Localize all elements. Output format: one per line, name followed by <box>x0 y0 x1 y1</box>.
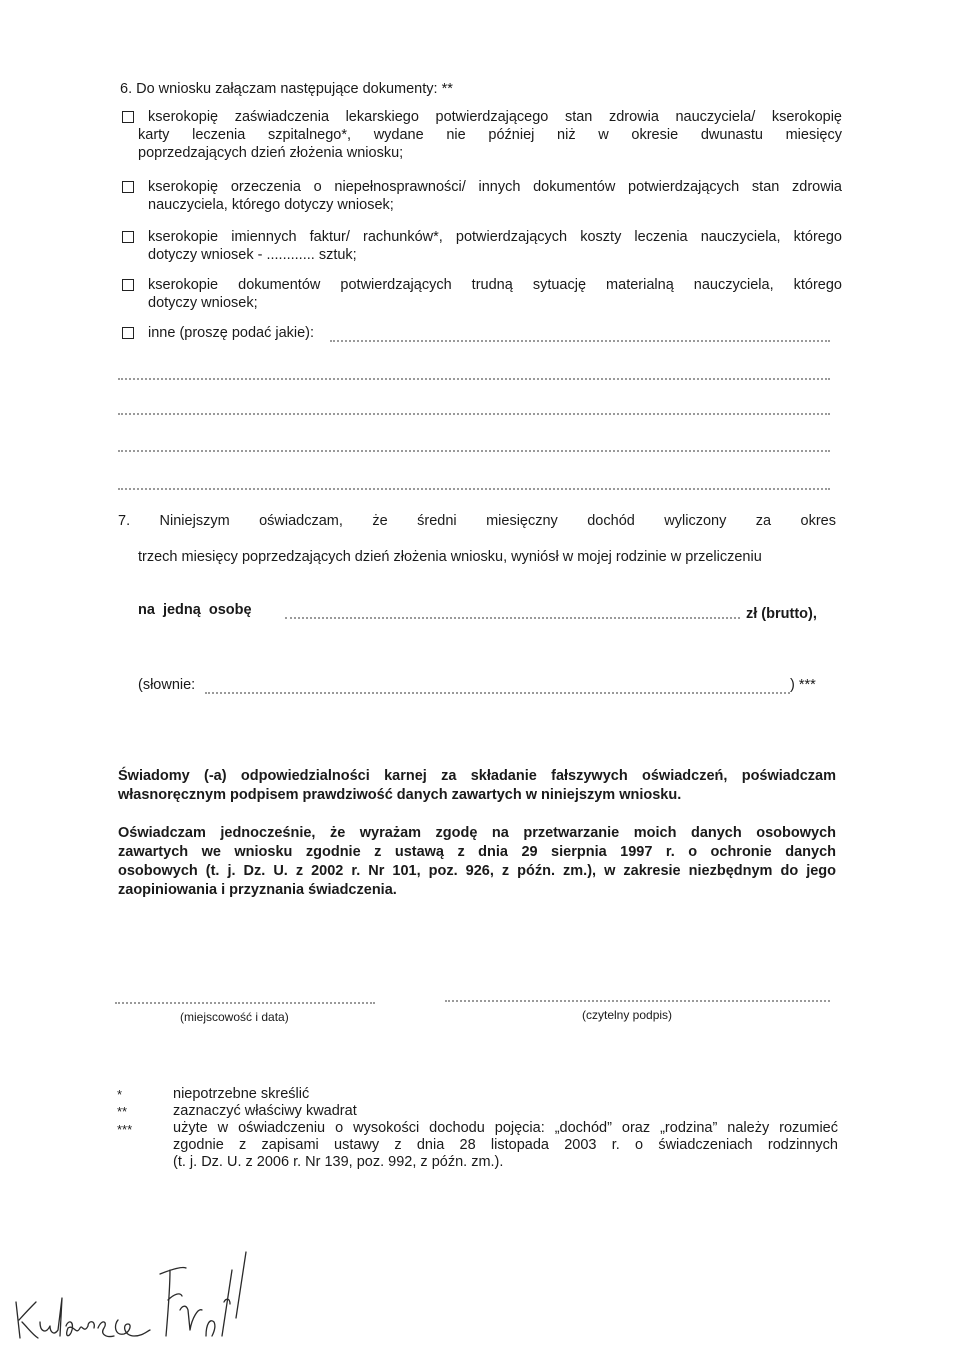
attachment-item-text <box>148 228 842 264</box>
footnote-line: użyte w oświadczeniu o wysokości dochodu pojęcia: „dochód” oraz „rodzina” należy rozumieć <box>173 1120 838 1136</box>
section-7-line-1: 7. Niniejszym oświadczam, że średni miesięczny dochód wyliczony za okres <box>118 513 836 529</box>
footnote-text: niepotrzebne skreślić <box>173 1086 310 1102</box>
attachment-item-text <box>148 276 842 312</box>
item-line: kserokopię orzeczenia o niepełnosprawności/ innych dokumentów potwierdzających stan zdrowia <box>148 179 842 195</box>
signature-field[interactable] <box>445 1000 830 1002</box>
currency-label: zł (brutto), <box>746 606 817 622</box>
attachment-item-text <box>138 108 842 162</box>
footnote-text <box>173 1120 838 1171</box>
per-person-label: na jedną osobę <box>138 602 252 618</box>
attachment-item-medical-certificate <box>122 108 842 168</box>
item-line: dotyczy wniosek - ............ sztuk; <box>148 247 357 263</box>
declaration-line: Oświadczam jednocześnie, że wyrażam zgodę na przetwarzanie moich danych osobowych <box>118 825 836 841</box>
declaration-line: zawartych we wniosku zgodnie z ustawą z dnia 29 sierpnia 1997 r. o ochronie danych <box>118 844 836 860</box>
footnote-mark: *** <box>117 1122 133 1137</box>
footnote-text: zaznaczyć właściwy kwadrat <box>173 1103 357 1119</box>
words-label: (słownie: <box>138 677 196 693</box>
section-7-line-2: trzech miesięcy poprzedzających dzień złożenia wniosku, wyniósł w mojej rodzinie w przeliczeniu <box>138 549 762 565</box>
item-line: kserokopie dokumentów potwierdzających trudną sytuację materialną nauczyciela, którego <box>148 277 842 293</box>
other-documents-fill-line[interactable] <box>118 488 830 490</box>
place-date-label: (miejscowość i data) <box>180 1010 289 1024</box>
footnote-line: zgodnie z zapisami ustawy z dnia 28 listopada 2003 r. o świadczeniach rodzinnych <box>173 1137 838 1153</box>
item-line: karty leczenia szpitalnego*, wydane nie później niż w okresie dwunastu miesięcy <box>138 127 842 143</box>
attachment-item-other <box>122 324 842 346</box>
checkbox[interactable] <box>122 231 134 243</box>
income-amount-field[interactable] <box>285 617 740 619</box>
attachment-item-text <box>148 324 314 342</box>
declaration-line: osobowych (t. j. Dz. U. z 2002 r. Nr 101, poz. 926, z późn. zm.), w zakresie niezbędnym do jego <box>118 863 836 879</box>
footnote-line: (t. j. Dz. U. z 2006 r. Nr 139, poz. 992, z późn. zm.). <box>173 1154 504 1170</box>
item-line: dotyczy wniosek; <box>148 295 258 311</box>
other-documents-fill-line[interactable] <box>118 413 830 415</box>
other-documents-fill-line[interactable] <box>118 378 830 380</box>
data-processing-consent <box>118 824 836 900</box>
checkbox[interactable] <box>122 327 134 339</box>
handwritten-signature <box>10 1240 270 1350</box>
item-line: inne (proszę podać jakie): <box>148 325 315 341</box>
criminal-liability-declaration <box>118 767 836 805</box>
attachment-item-financial-hardship <box>122 276 842 316</box>
other-documents-fill-line[interactable] <box>330 340 830 342</box>
attachment-item-invoices <box>122 228 842 268</box>
footnote-mark: * <box>117 1087 123 1102</box>
declaration-line: własnoręcznym podpisem prawdziwość danych zawartych w niniejszym wniosku. <box>118 787 682 803</box>
checkbox[interactable] <box>122 181 134 193</box>
attachment-item-text <box>148 178 842 214</box>
section-6-heading: 6. Do wniosku załączam następujące dokumenty: ** <box>120 81 453 97</box>
place-date-field[interactable] <box>115 1002 375 1004</box>
checkbox[interactable] <box>122 111 134 123</box>
attachment-item-disability-certificate <box>122 178 842 218</box>
item-line: kserokopię zaświadczenia lekarskiego potwierdzającego stan zdrowia nauczyciela/ kserokopię <box>148 109 842 125</box>
item-line: kserokopie imiennych faktur/ rachunków*, potwierdzających koszty leczenia nauczyciela, którego <box>148 229 842 245</box>
signature-label: (czytelny podpis) <box>582 1008 673 1022</box>
declaration-line: Świadomy (-a) odpowiedzialności karnej za składanie fałszywych oświadczeń, poświadczam <box>118 768 836 784</box>
item-line: poprzedzających dzień złożenia wniosku; <box>138 145 404 161</box>
checkbox[interactable] <box>122 279 134 291</box>
other-documents-fill-line[interactable] <box>118 450 830 452</box>
declaration-line: zaopiniowania i przyznania świadczenia. <box>118 882 397 898</box>
words-close: ) *** <box>790 677 816 693</box>
item-line: nauczyciela, którego dotyczy wniosek; <box>148 197 394 213</box>
footnote-mark: ** <box>117 1104 128 1119</box>
income-in-words-field[interactable] <box>205 692 790 694</box>
